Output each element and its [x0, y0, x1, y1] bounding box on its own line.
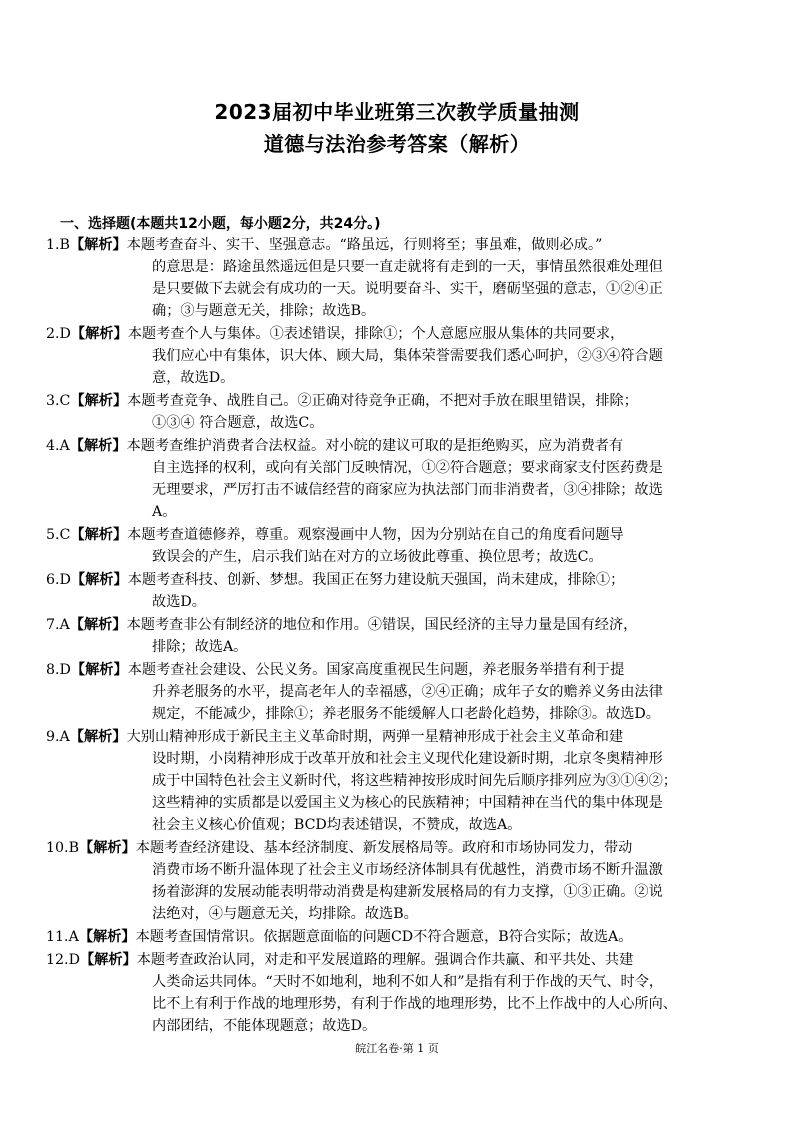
answer-text: 本题考查社会建设、公民义务。国家高度重视民生问题，养老服务举措有利于提	[127, 662, 625, 678]
answer-text: 无理要求，严厉打击不诚信经营的商家应为执法部门而非消费者，③④排除；故选	[152, 482, 663, 498]
analysis-tag: 【解析】	[69, 237, 127, 253]
answer-line	[46, 323, 758, 345]
answer-text: 规定，不能减少，排除①；养老服务不能缓解人口老龄化趋势，排除③。故选D。	[152, 706, 660, 722]
answer-line	[46, 501, 758, 523]
analysis-tag: 【解析】	[78, 929, 136, 945]
answer-line	[46, 726, 758, 748]
answer-line	[46, 703, 758, 725]
answer-text: 成于中国特色社会主义新时代，将这些精神按形成时间先后顺序排列应为③①④②；	[152, 773, 677, 789]
analysis-tag: 【解析】	[79, 952, 137, 968]
answer-text: 本题考查科技、创新、梦想。我国正在努力建设航天强国，尚未建成，排除①；	[127, 572, 625, 588]
answer-line	[46, 837, 758, 859]
answer-item	[46, 435, 758, 523]
analysis-tag: 【解析】	[69, 438, 127, 454]
answer-text: 人类命运共同体。“天时不如地利，地利不如人和”是指有利于作战的天气、时令，	[152, 974, 664, 990]
answer-item	[46, 524, 758, 568]
answer-text: 故选D。	[152, 594, 206, 610]
answer-number: 3.C	[46, 393, 71, 409]
answer-text: 排除；故选A。	[152, 639, 248, 655]
answer-line	[46, 457, 758, 479]
answer-text: 本题考查非公有制经济的地位和作用。④错误，国民经济的主导力量是国有经济，	[126, 617, 638, 633]
answer-text: ①③④ 符合题意，故选C。	[152, 415, 324, 431]
answer-line	[46, 435, 758, 457]
answer-text: 设时期，小岗精神形成于改革开放和社会主义现代化建设新时期，北京冬奥精神形	[152, 751, 663, 767]
answer-line	[46, 345, 758, 367]
answer-item	[46, 614, 758, 658]
answer-line	[46, 681, 758, 703]
answer-text: 本题考查奋斗、实干、坚强意志。“路虽远，行则将至；事虽难，做则必成。”	[126, 237, 603, 253]
answer-line	[46, 234, 758, 256]
answer-item	[46, 926, 758, 948]
answer-line	[46, 659, 758, 681]
answer-line	[46, 903, 758, 925]
answer-number: 9.A	[46, 729, 70, 745]
answer-number: 4.A	[46, 438, 70, 454]
answer-number: 12.D	[46, 952, 80, 968]
answer-text: 扬着澎湃的发展动能表明带动消费是构建新发展格局的有力支撑，①③正确。②说	[152, 884, 663, 900]
analysis-tag: 【解析】	[79, 840, 136, 856]
answer-line	[46, 546, 758, 568]
answer-line	[46, 881, 758, 903]
answer-line	[46, 614, 758, 636]
analysis-tag: 【解析】	[70, 393, 128, 409]
answer-item	[46, 323, 758, 389]
answer-line	[46, 1015, 758, 1037]
analysis-tag: 【解析】	[69, 729, 127, 745]
answer-text: 是只要做下去就会有成功的一天。说明要奋斗、实干，磨砺坚强的意志，①②④正	[152, 281, 663, 297]
answer-line	[46, 748, 758, 770]
answer-item	[46, 837, 758, 925]
answer-line	[46, 367, 758, 389]
answer-number: 6.D	[46, 572, 71, 588]
answer-number: 1.B	[46, 237, 70, 253]
answer-number: 8.D	[46, 662, 71, 678]
answer-item	[46, 726, 758, 836]
analysis-tag: 【解析】	[70, 527, 128, 543]
answer-text: 确；③与题意无关，排除；故选B。	[152, 303, 376, 319]
answer-text: 法绝对，④与题意无关，均排除。故选B。	[152, 906, 418, 922]
page-footer: 皖江名卷·第 1 页	[355, 1042, 439, 1055]
document-subtitle: 道德与法治参考答案（解析）	[263, 132, 531, 156]
answer-text: 本题考查经济建设、基本经济制度、新发展格局等。政府和市场协同发力，带动	[135, 840, 633, 856]
section-heading: 一、选择题(本题共12小题，每小题2分，共24分。)	[60, 216, 381, 232]
answer-text: 这些精神的实质都是以爱国主义为核心的民族精神；中国精神在当代的集中体现是	[152, 795, 663, 811]
analysis-tag: 【解析】	[70, 662, 128, 678]
answer-line	[46, 993, 758, 1015]
answer-number: 7.A	[46, 617, 70, 633]
answer-text: 致误会的产生，启示我们站在对方的立场彼此尊重、换位思考；故选C。	[152, 549, 603, 565]
answer-text: 自主选择的权利，或向有关部门反映情况，①②符合题意；要求商家支付医药费是	[152, 460, 663, 476]
answer-item	[46, 949, 758, 1037]
answer-text: 消费市场不断升温体现了社会主义市场经济体制具有优越性，消费市场不断升温激	[152, 862, 663, 878]
answer-item	[46, 659, 758, 725]
answer-line	[46, 636, 758, 658]
answer-line	[46, 390, 758, 412]
answer-line	[46, 569, 758, 591]
answer-line	[46, 926, 758, 948]
answer-line	[46, 814, 758, 836]
answer-line	[46, 971, 758, 993]
answer-line	[46, 278, 758, 300]
answer-text: 意，故选D。	[152, 370, 235, 386]
answer-number: 2.D	[46, 326, 71, 342]
analysis-tag: 【解析】	[70, 326, 128, 342]
answer-text: 比不上有利于作战的地理形势，有利于作战的地理形势，比不上作战中的人心所向、	[152, 996, 677, 1012]
answer-item	[46, 234, 758, 322]
answer-line	[46, 949, 758, 971]
answer-line	[46, 591, 758, 613]
answer-text: 升养老服务的水平，提高老年人的幸福感，②④正确；成年子女的赡养义务由法律	[152, 684, 663, 700]
answer-line	[46, 524, 758, 546]
answer-line	[46, 792, 758, 814]
answer-text: 本题考查个人与集体。①表述错误，排除①；个人意愿应服从集体的共同要求，	[127, 326, 625, 342]
answer-line	[46, 479, 758, 501]
document-title: 2023届初中毕业班第三次教学质量抽测	[214, 100, 580, 124]
answer-text: A。	[152, 504, 177, 520]
answer-text: 本题考查政治认同，对走和平发展道路的理解。强调合作共赢、和平共处、共建	[136, 952, 634, 968]
answer-line	[46, 770, 758, 792]
answer-text: 本题考查道德修养，尊重。观察漫画中人物，因为分别站在自己的角度看问题导	[127, 527, 624, 543]
answer-number: 10.B	[46, 840, 79, 856]
answer-text: 本题考查竞争、战胜自己。②正确对待竞争正确，不把对手放在眼里错误，排除；	[127, 393, 638, 409]
answer-line	[46, 256, 758, 278]
answer-text: 本题考查维护消费者合法权益。对小皖的建议可取的是拒绝购买，应为消费者有	[126, 438, 624, 454]
answer-number: 11.A	[46, 929, 79, 945]
answer-item	[46, 390, 758, 434]
answer-line	[46, 859, 758, 881]
answer-text: 内部团结，不能体现题意；故选D。	[152, 1018, 377, 1034]
answer-line	[46, 412, 758, 434]
answer-text: 社会主义核心价值观；BCD均表述错误，不赞成，故选A。	[152, 817, 522, 833]
answer-number: 5.C	[46, 527, 71, 543]
answer-text: 我们应心中有集体，识大体、顾大局，集体荣誉需要我们悉心呵护，②③④符合题	[152, 348, 663, 364]
answer-text: 的意思是：路途虽然遥远但是只要一直走就将有走到的一天，事情虽然很难处理但	[152, 259, 663, 275]
answer-line	[46, 300, 758, 322]
analysis-tag: 【解析】	[70, 572, 128, 588]
analysis-tag: 【解析】	[69, 617, 127, 633]
answer-text: 本题考查国情常识。依据题意面临的问题CD不符合题意，B符合实际；故选A。	[135, 929, 633, 945]
answer-item	[46, 569, 758, 613]
answer-text: 大别山精神形成于新民主主义革命时期，两弹一星精神形成于社会主义革命和建	[126, 729, 624, 745]
